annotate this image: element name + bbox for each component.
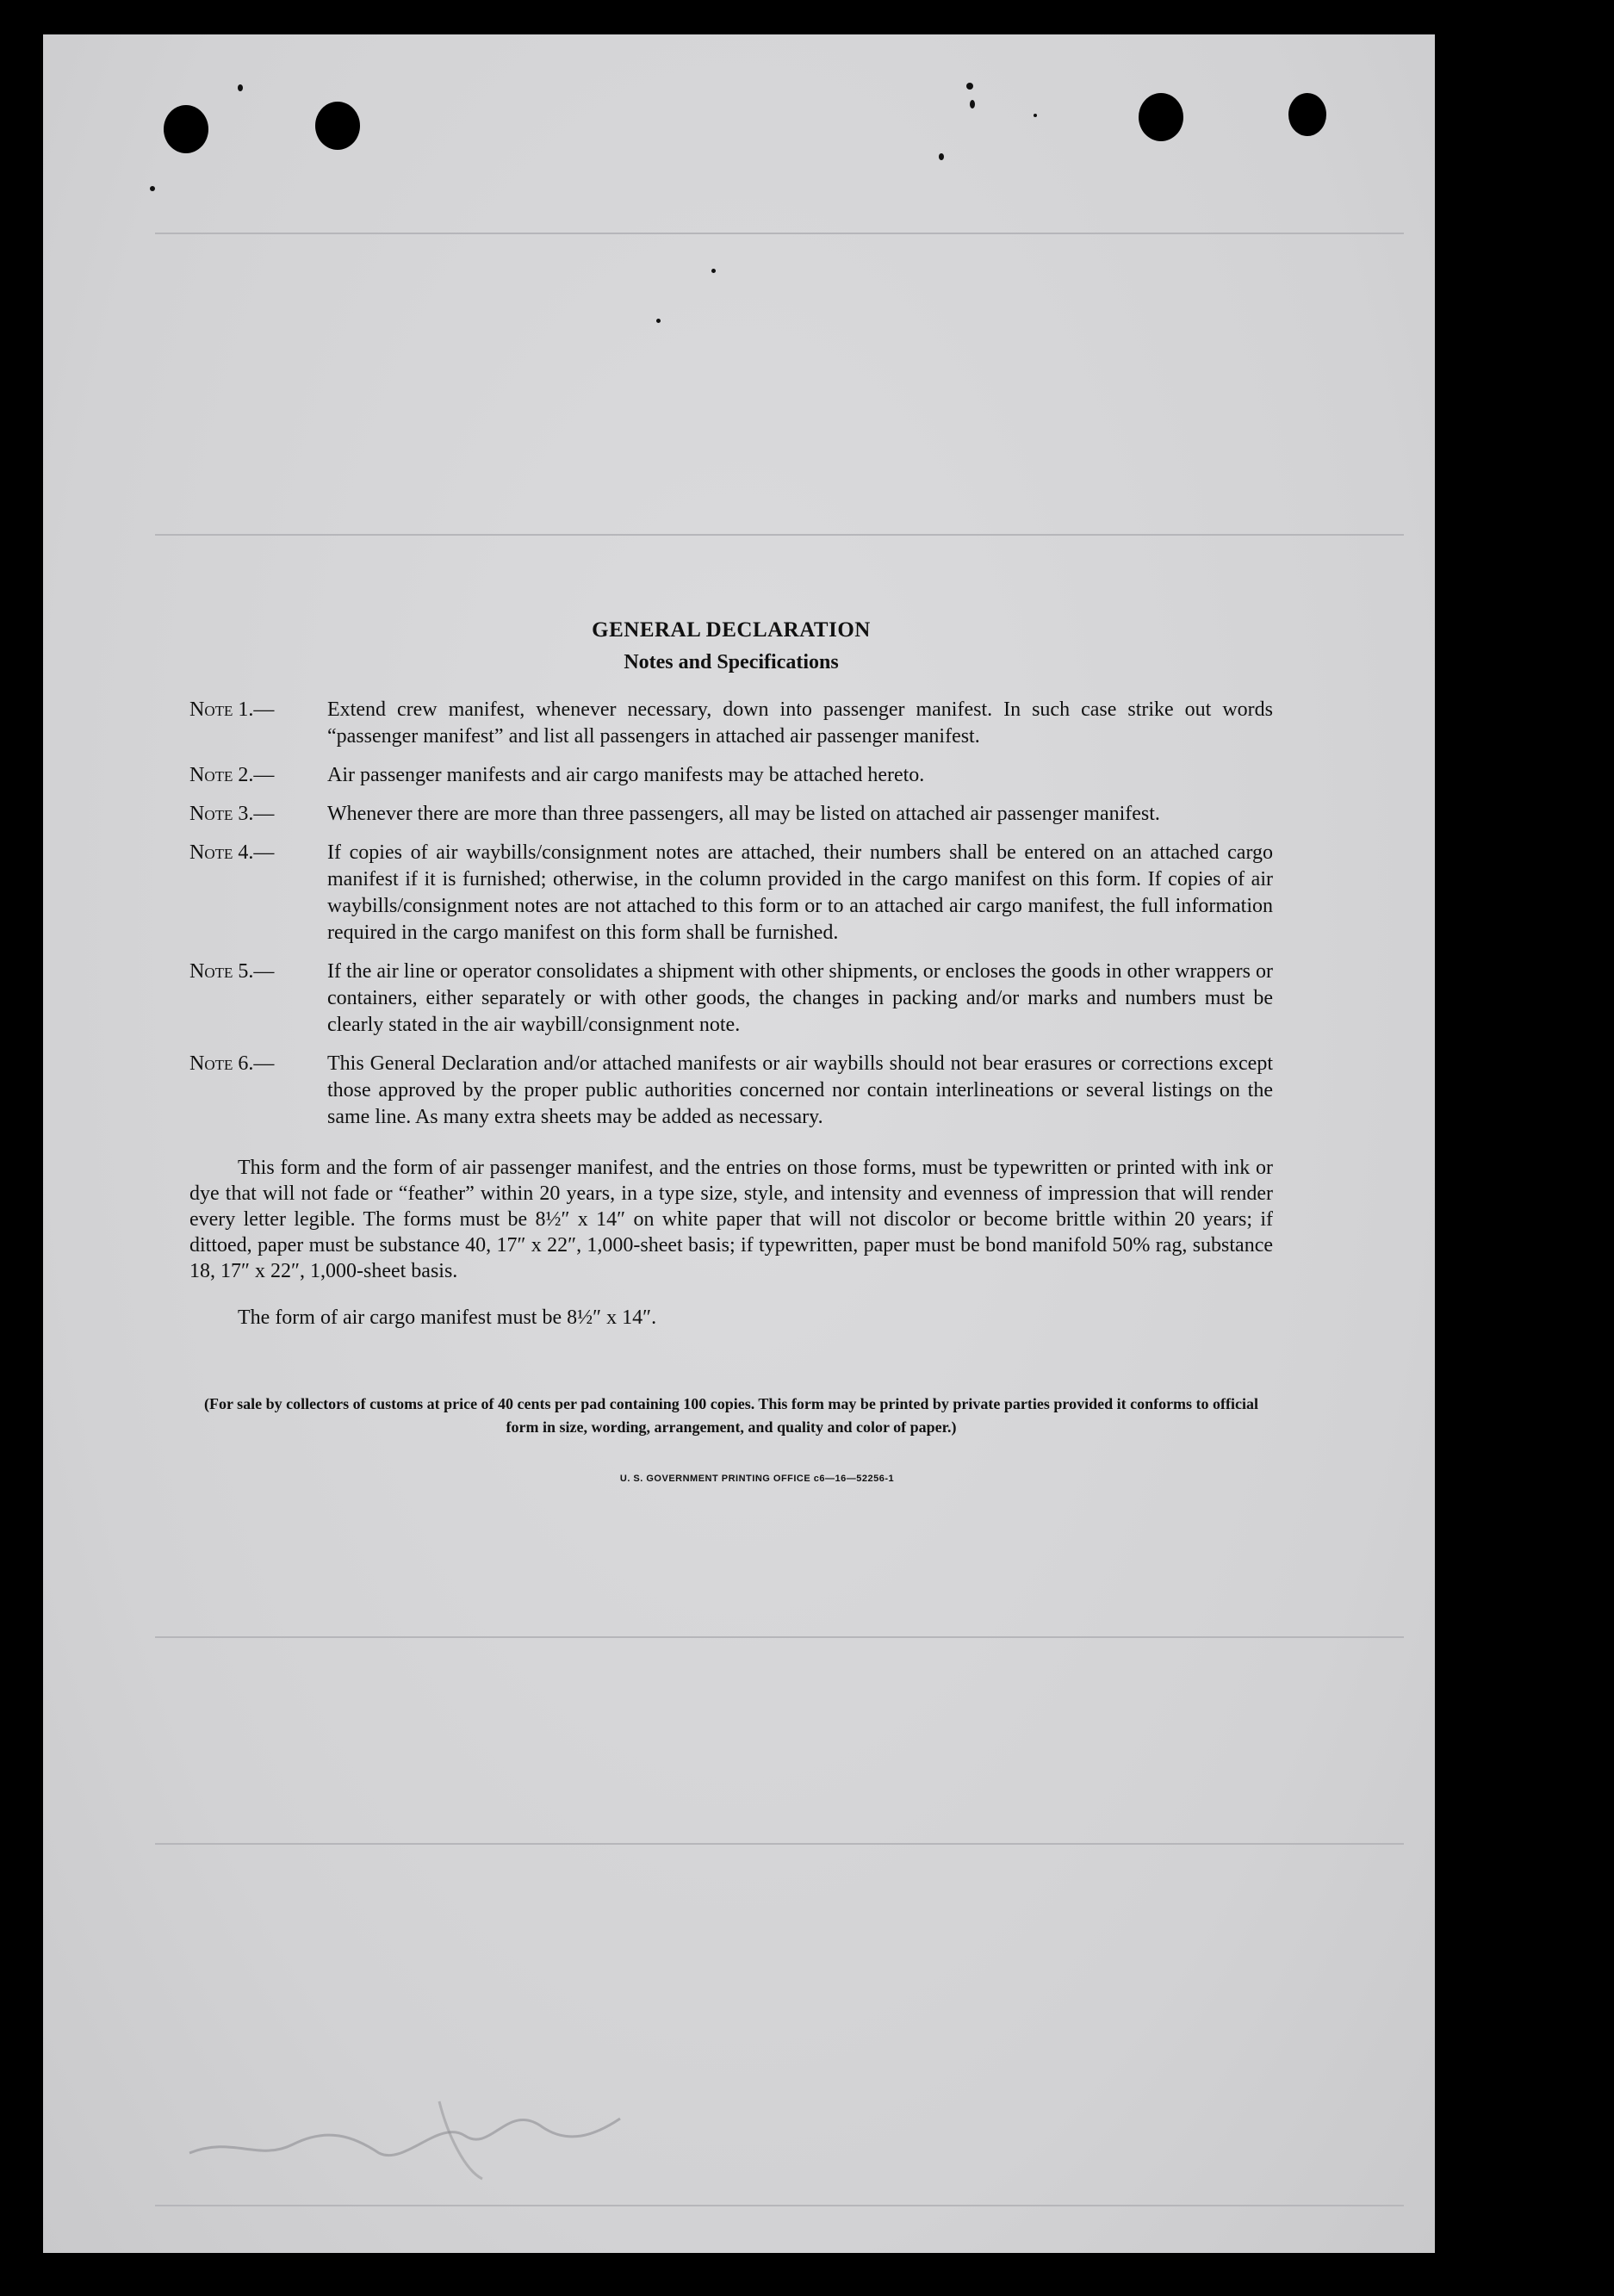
cargo-manifest-size: The form of air cargo manifest must be 8½″ x 14″. xyxy=(238,1306,657,1329)
note-label: Note 2.— xyxy=(189,764,275,786)
sale-note: (For sale by collectors of customs at price of 40 cents per pad containing 100 copies. This form may be printed by private parties provided it conforms to official form in size, wording, arrangement, and quality and color of paper.) xyxy=(203,1395,1259,1436)
page-subtitle: Notes and Specifications xyxy=(624,651,839,673)
note-label: Note 1.— xyxy=(189,698,275,721)
note-text: If the air line or operator consolidates a shipment with other shipments, or encloses the goods in other wrappers or containers, either separately or with other goods, the changes in packing and/or marks and numbers must be clearly stated in the air waybill/consignment note. xyxy=(327,960,1273,1036)
speck xyxy=(1034,114,1037,117)
declaration-notes xyxy=(189,618,1273,1493)
note-item xyxy=(189,1051,1273,1131)
note-item xyxy=(189,762,1273,789)
speck xyxy=(150,186,155,191)
printer-imprint: U. S. GOVERNMENT PRINTING OFFICE c6—16—52256-1 xyxy=(619,1474,895,1484)
note-text: If copies of air waybills/consignment notes are attached, their numbers shall be entered on an attached cargo manifest if it is furnished; otherwise, in the column provided in the cargo manifest on this form. If copies of air waybills/consignment notes are not attached to this form or to an attached air cargo manifest, the full information required in the cargo manifest on this form shall be furnished. xyxy=(327,841,1273,944)
document-sheet xyxy=(43,34,1435,2253)
punch-hole-2 xyxy=(315,102,360,150)
note-text: Whenever there are more than three passengers, all may be listed on attached air passenger manifest. xyxy=(327,803,1160,825)
speck xyxy=(939,153,944,160)
speck xyxy=(656,319,661,323)
note-label: Note 6.— xyxy=(189,1052,275,1075)
note-text: Extend crew manifest, whenever necessary, down into passenger manifest. In such case strike out words “passenger manifest” and list all passengers in attached air passenger manifest. xyxy=(327,698,1273,748)
paper-requirements: This form and the form of air passenger manifest, and the entries on those forms, must be typewritten or printed with ink or dye that will not fade or “feather” within 20 years, in a type size, style, and intensity and evenness of impression that will render every letter legible. The forms must be 8½″ x 14″ on white paper that will not discolor or become brittle within 20 years; if dittoed, paper must be substance 40, 17″ x 22″, 1,000-sheet basis; if typewritten, paper must be bond manifold 50% rag, substance 18, 17″ x 22″, 1,000-sheet basis. xyxy=(189,1157,1273,1282)
note-text: Air passenger manifests and air cargo manifests may be attached hereto. xyxy=(327,764,925,786)
note-label: Note 3.— xyxy=(189,803,275,825)
note-item xyxy=(189,697,1273,750)
note-label: Note 4.— xyxy=(189,841,275,864)
note-item xyxy=(189,959,1273,1039)
bleed-through-line xyxy=(155,1636,1404,1638)
signature-bleed-through xyxy=(181,2084,629,2187)
punch-hole-4 xyxy=(1288,93,1326,136)
page-title: GENERAL DECLARATION xyxy=(592,618,871,642)
note-item xyxy=(189,801,1273,828)
bleed-through-line xyxy=(155,1843,1404,1845)
note-label: Note 5.— xyxy=(189,960,275,983)
bleed-through-line xyxy=(155,534,1404,536)
note-item xyxy=(189,840,1273,946)
bleed-through-line xyxy=(155,233,1404,234)
punch-hole-3 xyxy=(1139,93,1183,141)
speck xyxy=(711,269,716,273)
note-text: This General Declaration and/or attached manifests or air waybills should not bear erasures or corrections except those approved by the proper public authorities concerned nor contain interlineations or several listings on the same line. As many extra sheets may be added as necessary. xyxy=(327,1052,1273,1128)
bleed-through-line xyxy=(155,2205,1404,2206)
speck xyxy=(970,100,975,109)
punch-hole-1 xyxy=(164,105,208,153)
speck xyxy=(966,83,973,90)
speck xyxy=(238,84,243,91)
